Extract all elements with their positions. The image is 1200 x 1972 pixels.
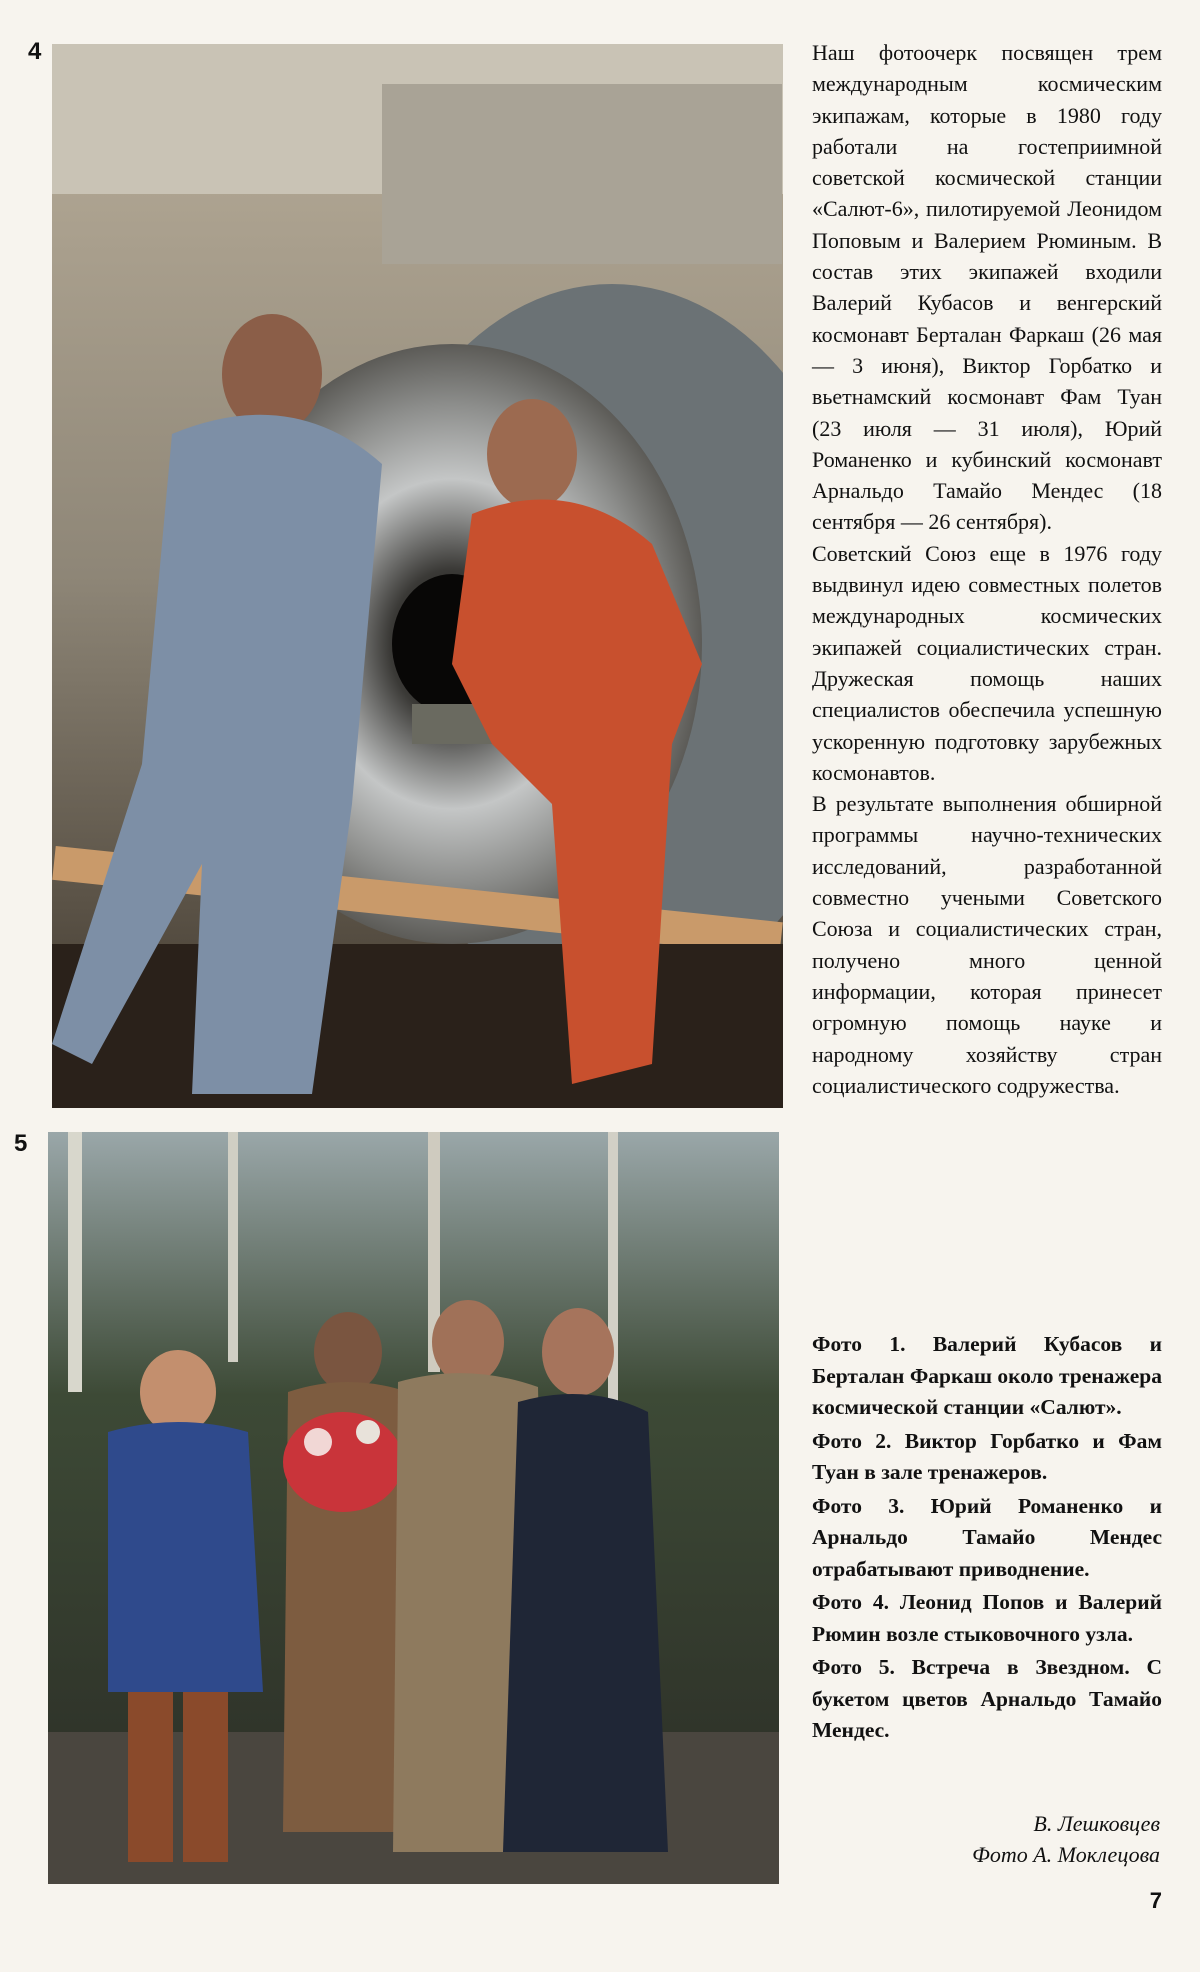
caption-photo-1: Фото 1. Валерий Кубасов и Берталан Фаркаш около тренажера космической станции «Салют». xyxy=(812,1332,1162,1419)
article-paragraph: В результате выполнения обширной программы научно-технических исследований, разработанной совместно учеными Советского Союза и социалистических стран, получено много ценной информации, которая принесет огромную помощь науке и народному хозяйству стран социалистического содружества. xyxy=(812,791,1162,1098)
credits xyxy=(800,1808,1160,1870)
caption-photo-4: Фото 4. Леонид Попов и Валерий Рюмин возле стыковочного узла. xyxy=(812,1590,1162,1646)
caption-photo-5: Фото 5. Встреча в Звездном. С букетом цветов Арнальдо Тамайо Мендес. xyxy=(812,1655,1162,1742)
docking-simulator-photo-icon xyxy=(52,44,783,1108)
photo-number-4: 4 xyxy=(28,38,42,65)
page-number: 7 xyxy=(1149,1888,1162,1913)
photo-welcome-ceremony xyxy=(48,1132,779,1884)
photo-captions xyxy=(812,1329,1162,1749)
caption-photo-3: Фото 3. Юрий Романенко и Арнальдо Тамайо Мендес отрабатывают приводнение. xyxy=(812,1493,1162,1581)
article-paragraph: Советский Союз еще в 1976 году выдвинул идею совместных полетов международных космических экипажей социалистических стран. Дружеская помощь наших специалистов обеспечила успешную ускоренную подготовку зарубежных космонавтов. xyxy=(812,540,1162,785)
welcome-ceremony-photo-icon xyxy=(48,1132,779,1884)
photo-docking-simulator xyxy=(52,44,783,1108)
article-body xyxy=(812,37,1162,1101)
article-paragraph: Наш фотоочерк посвящен трем международным космическим экипажам, которые в 1980 году работали на гостеприимной советской космической станции «Салют-6», пилотируемой Леонидом Поповым и Валерием Рюминым. В состав этих экипажей входили Валерий Кубасов и венгерский космонавт Берталан Фаркаш (26 мая — 3 июня), Виктор Горбатко и вьетнамский космонавт Фам Туан (23 июля — 31 июля), Юрий Романенко и кубинский космонавт Арнальдо Тамайо Мендес (18 сентября — 26 сентября). xyxy=(812,40,1162,535)
caption-photo-2: Фото 2. Виктор Горбатко и Фам Туан в зале тренажеров. xyxy=(812,1428,1162,1484)
photo-number-5: 5 xyxy=(14,1130,28,1157)
credit-author: В. Лешковцев xyxy=(1033,1811,1160,1836)
credit-photographer: Фото А. Моклецова xyxy=(972,1842,1160,1867)
